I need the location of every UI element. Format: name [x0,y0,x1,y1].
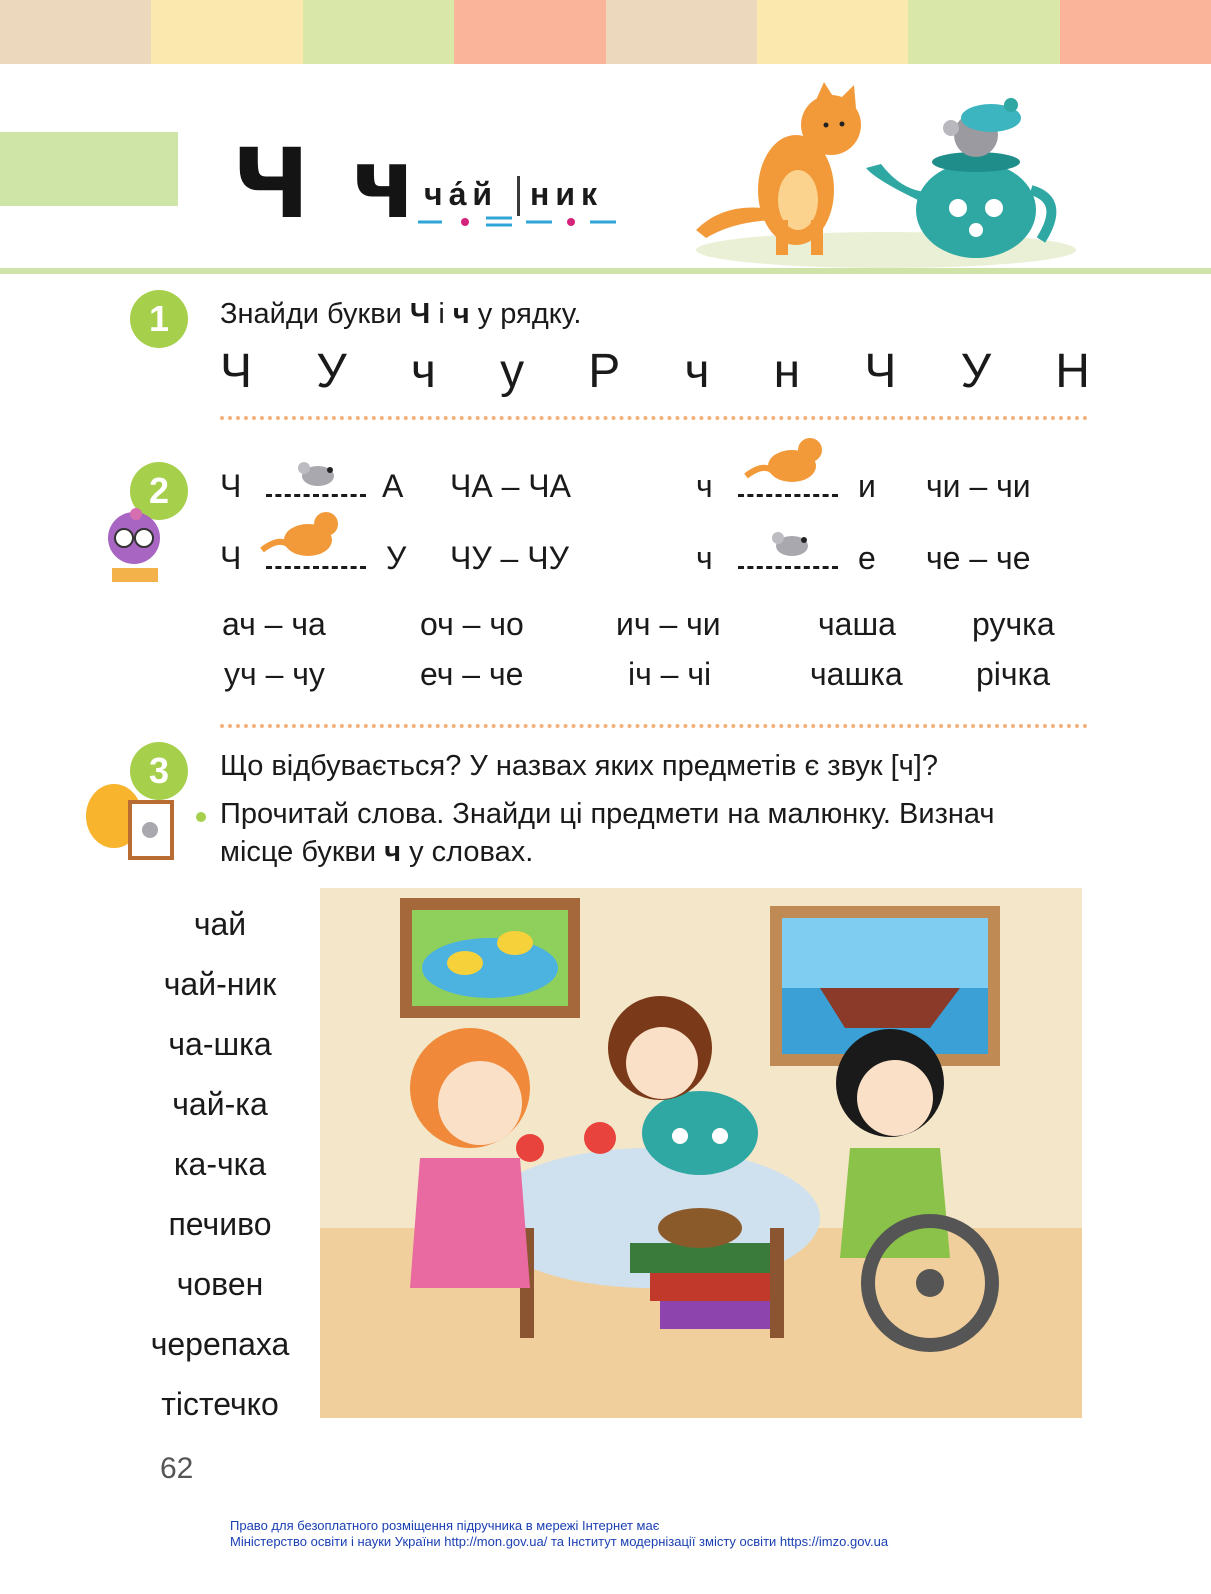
letter-item: ч [684,345,710,398]
syllable-right-letter: и [858,468,876,504]
syllable-left-letter: ч [696,540,713,576]
top-color-stripes [0,0,1211,64]
letter-item: Ч [864,345,897,398]
letter-item: Н [1055,345,1090,398]
syllable-pair: че – че [926,540,1031,576]
syllable-divider [517,176,520,216]
footer-line-1: Право для безоплатного розміщення підручника в мережі Інтернет має [230,1518,660,1533]
slide-dash [266,494,366,497]
character-with-picture-icon [80,776,176,862]
letter-item: у [500,345,525,398]
task-number-2: 2 [130,462,188,520]
word-list-item: печиво [168,1206,272,1242]
syllable-item: чашка [810,656,903,692]
task3-text-2a: місце букви [220,836,377,868]
syllable-item: іч – чі [628,656,712,692]
color-stripe [908,0,1059,64]
color-stripe [0,0,151,64]
cat-icon [260,506,344,564]
task1-text-1: Знайди букви [220,298,402,330]
mouse-icon [768,520,818,560]
page-number: 62 [160,1452,194,1485]
syllable-item: річка [976,656,1051,692]
task3-instruction-2 [220,836,533,869]
slide-dash [738,566,838,569]
task3-instruction-1: Прочитай слова. Знайди ці предмети на малюнку. Визнач [220,798,995,830]
task1-text-3: у рядку. [477,298,582,330]
task3-question: Що відбувається? У назвах яких предметів є звук [ч]? [220,750,938,782]
syllable-pair: ЧА – ЧА [450,468,571,504]
task-number-1: 1 [130,290,188,348]
word-list-item: ча-шка [168,1026,272,1062]
syllable-item: уч – чу [224,656,325,692]
syllable-pair: чи – чи [926,468,1031,504]
syllable-item: еч – че [420,656,524,692]
syllable-item: ач – ча [222,606,326,642]
letters-row [220,344,1090,399]
slide-dash [266,566,366,569]
dotted-divider [220,724,1088,728]
task3-text-2b: у словах. [409,836,534,868]
header-band [0,132,178,206]
sound-scheme [414,212,624,232]
task1-letter-upper: Ч [409,298,431,330]
letter-item: н [773,345,801,398]
color-stripe [606,0,757,64]
color-stripe [1060,0,1211,64]
word-list-item: чай-ник [163,966,277,1002]
color-stripe [454,0,605,64]
tea-party-illustration [320,888,1082,1418]
syllable-item: оч – чо [420,606,524,642]
syllable-left-letter: ч [696,468,713,504]
bullet-dot [196,812,206,822]
dotted-divider [220,416,1088,420]
word-list-item: чай [193,906,247,942]
color-stripe [303,0,454,64]
word-list-item: ка-чка [173,1146,267,1182]
slide-dash [738,494,838,497]
word-list-item: тістечко [161,1386,279,1422]
syllable-pair: ЧУ – ЧУ [450,540,569,576]
letter-item: Ч [220,345,252,398]
mouse-icon [294,450,344,490]
letter-item: У [316,345,347,398]
owl-reading-icon [104,502,168,592]
syllable-right-letter: У [386,540,407,576]
syllable-item: чаша [818,606,896,642]
letter-item: ч [410,345,436,398]
letter-item: У [960,345,992,398]
syllable-left-letter: Ч [220,540,242,576]
word-list-item: чай-ка [172,1086,268,1122]
word-list-item: черепаха [150,1326,290,1362]
cat-teapot-illustration [686,80,1086,270]
word-syllable-1: ча́й [424,176,499,212]
task1-text-2: і [438,298,445,330]
task3-letter: ч [384,836,402,868]
task1-instruction [220,298,581,331]
syllable-left-letter: Ч [220,468,242,504]
syllable-item: ич – чи [616,606,721,642]
task1-letter-lower: ч [452,298,470,330]
syllable-item: ручка [972,606,1055,642]
color-stripe [151,0,302,64]
word-syllable-2: ник [530,176,604,212]
color-stripe [757,0,908,64]
syllable-right-letter: е [858,540,876,576]
cat-icon [744,432,828,490]
syllable-right-letter: А [382,468,404,504]
task-number-3: 3 [130,742,188,800]
big-letters: Ч ч [232,128,421,240]
letter-item: Р [588,345,621,398]
word-list-item: човен [176,1266,264,1302]
footer-line-2: Міністерство освіти і науки України http://mon.gov.ua/ та Інститут модернізації змісту освіти https://imzo.gov.ua [230,1534,889,1549]
